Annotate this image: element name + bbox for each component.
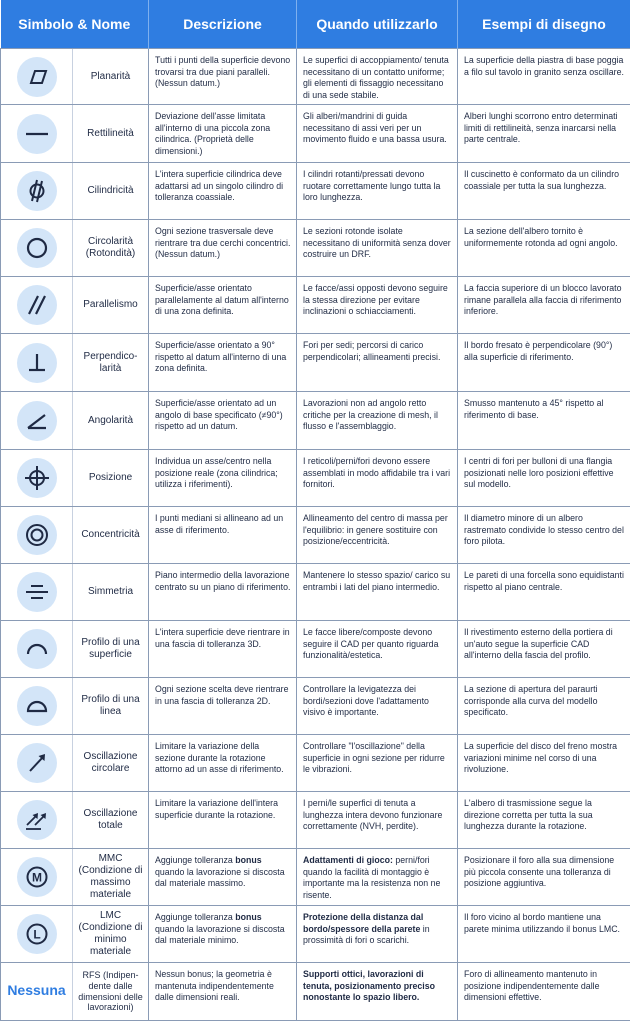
table-header-row bbox=[1, 0, 630, 49]
table-row bbox=[1, 678, 630, 735]
symbol-name: Profilo di una superficie bbox=[73, 621, 149, 678]
example-cell: Foro di allineamento mantenuto in posizione indipendentemente dalle dimensioni effettive. bbox=[458, 963, 630, 1021]
symbol-name: Cilindricità bbox=[73, 163, 149, 220]
description-cell: Nessun bonus; la geometria è mantenuta indipendentemente dalle dimensioni reali. bbox=[149, 963, 297, 1021]
concentricity-icon bbox=[17, 515, 57, 555]
symbol-cell bbox=[1, 334, 73, 392]
symmetry-icon bbox=[17, 572, 57, 612]
description-cell: Aggiunge tolleranza bonus quando la lavorazione si discosta dal materiale minimo. bbox=[149, 906, 297, 963]
usage-cell: I perni/le superfici di tenuta a lunghezza intera devono funzionare correttamente (NVH, perdite). bbox=[297, 792, 458, 849]
circular-runout-icon bbox=[17, 743, 57, 783]
usage-cell: Le facce/assi opposti devono seguire la stessa direzione per evitare inclinazioni o schiacciamenti. bbox=[297, 277, 458, 334]
usage-cell: Allineamento del centro di massa per l'equilibrio: in genere sostituire con posizione/eccentricità. bbox=[297, 507, 458, 564]
description-cell: Limitare la variazione dell'intera superficie durante la rotazione. bbox=[149, 792, 297, 849]
svg-text:L: L bbox=[32, 927, 41, 942]
description-cell: Superficie/asse orientato ad un angolo di base specificato (≠90°) rispetto ad un datum. bbox=[149, 392, 297, 450]
lmc-icon bbox=[17, 914, 57, 954]
symbol-name: Perpendico-larità bbox=[73, 334, 149, 392]
description-cell: Ogni sezione scelta deve rientrare in una fascia di tolleranza 2D. bbox=[149, 678, 297, 735]
description-cell: Deviazione dell'asse limitata all'interno di una piccola zona cilindrica. (Proprietà delle dimensioni.) bbox=[149, 105, 297, 163]
usage-cell: Mantenere lo stesso spazio/ carico su entrambi i lati del piano intermedio. bbox=[297, 564, 458, 621]
description-cell: Piano intermedio della lavorazione centrato su un piano di riferimento. bbox=[149, 564, 297, 621]
symbol-name: Simmetria bbox=[73, 564, 149, 621]
example-cell: Il foro vicino al bordo mantiene una parete minima utilizzando il bonus LMC. bbox=[458, 906, 630, 963]
example-cell: La superficie della piastra di base poggia a filo sul tavolo in granito senza oscillare. bbox=[458, 49, 630, 105]
symbol-name: Concentricità bbox=[73, 507, 149, 564]
profile-line-icon bbox=[17, 686, 57, 726]
symbol-name: Angolarità bbox=[73, 392, 149, 450]
symbol-name: Planarità bbox=[73, 49, 149, 105]
example-cell: La sezione dell'albero tornito è uniformemente rotonda ad ogni angolo. bbox=[458, 220, 630, 277]
symbol-cell bbox=[1, 450, 73, 507]
symbol-name: Rettilineità bbox=[73, 105, 149, 163]
table-row bbox=[1, 392, 630, 450]
usage-cell: I cilindri rotanti/pressati devono ruotare correttamente lungo tutta la loro lunghezza. bbox=[297, 163, 458, 220]
rfs-none-label: Nessuna bbox=[7, 981, 66, 998]
table-row bbox=[1, 163, 630, 220]
table-row bbox=[1, 906, 630, 963]
table-row bbox=[1, 220, 630, 277]
symbol-name: LMC (Condizione di minimo materiale bbox=[73, 906, 149, 963]
symbol-cell bbox=[1, 963, 73, 1021]
description-cell: Aggiunge tolleranza bonus quando la lavorazione si discosta dal materiale massimo. bbox=[149, 849, 297, 906]
symbol-cell bbox=[1, 849, 73, 906]
header-when-to-use: Quando utilizzarlo bbox=[297, 0, 458, 49]
table-row bbox=[1, 49, 630, 105]
usage-cell: Protezione della distanza dal bordo/spessore della parete in prossimità di fori o scarichi. bbox=[297, 906, 458, 963]
symbol-cell bbox=[1, 163, 73, 220]
example-cell: La faccia superiore di un blocco lavorato rimane parallela alla faccia di riferimento inferiore. bbox=[458, 277, 630, 334]
usage-cell: Controllare "l'oscillazione" della superficie in ogni sezione per ridurre le vibrazioni. bbox=[297, 735, 458, 792]
symbol-name: MMC (Condizione di massimo materiale bbox=[73, 849, 149, 906]
symbol-name: Oscillazione circolare bbox=[73, 735, 149, 792]
table-row bbox=[1, 277, 630, 334]
symbol-name: Posizione bbox=[73, 450, 149, 507]
table-row bbox=[1, 105, 630, 163]
table-row bbox=[1, 792, 630, 849]
example-cell: L'albero di trasmissione segue la direzione corretta per tutta la sua lunghezza durante la rotazione. bbox=[458, 792, 630, 849]
symbol-cell bbox=[1, 277, 73, 334]
example-cell: Alberi lunghi scorrono entro determinati limiti di rettilineità, senza inarcarsi nella parte centrale. bbox=[458, 105, 630, 163]
example-cell: Il bordo fresato è perpendicolare (90°) alla superficie di riferimento. bbox=[458, 334, 630, 392]
straightness-icon bbox=[17, 114, 57, 154]
usage-cell: Le sezioni rotonde isolate necessitano di uniformità senza dover costruire un DRF. bbox=[297, 220, 458, 277]
description-cell: Individua un asse/centro nella posizione reale (zona cilindrica; utilizza i riferimenti). bbox=[149, 450, 297, 507]
symbol-name: Circolarità (Rotondità) bbox=[73, 220, 149, 277]
description-cell: L'intera superficie deve rientrare in una fascia di tolleranza 3D. bbox=[149, 621, 297, 678]
table-row bbox=[1, 963, 630, 1021]
table-row bbox=[1, 334, 630, 392]
description-cell: Superficie/asse orientato parallelamente al datum all'interno di una zona definita. bbox=[149, 277, 297, 334]
perpendicularity-icon bbox=[17, 343, 57, 383]
description-cell: Ogni sezione trasversale deve rientrare tra due cerchi concentrici.(Nessun datum.) bbox=[149, 220, 297, 277]
usage-cell: Lavorazioni non ad angolo retto critiche per la creazione di mesh, il flusso e l'assemblaggio. bbox=[297, 392, 458, 450]
symbol-name: Oscillazione totale bbox=[73, 792, 149, 849]
mmc-icon bbox=[17, 857, 57, 897]
symbol-cell bbox=[1, 564, 73, 621]
flatness-icon bbox=[17, 57, 57, 97]
description-cell: L'intera superficie cilindrica deve adattarsi ad un singolo cilindro di tolleranza coassiale. bbox=[149, 163, 297, 220]
usage-cell: Supporti ottici, lavorazioni di tenuta, posizionamento preciso nonostante lo spazio libero. bbox=[297, 963, 458, 1021]
parallelism-icon bbox=[17, 285, 57, 325]
table-row bbox=[1, 621, 630, 678]
table-row bbox=[1, 564, 630, 621]
symbol-cell bbox=[1, 392, 73, 450]
usage-cell: I reticoli/perni/fori devono essere assemblati in modo affidabile tra i vari fornitori. bbox=[297, 450, 458, 507]
table-row bbox=[1, 735, 630, 792]
usage-cell: Fori per sedi; percorsi di carico perpendicolari; allineamenti precisi. bbox=[297, 334, 458, 392]
svg-text:M: M bbox=[31, 870, 42, 885]
table-row bbox=[1, 450, 630, 507]
usage-cell: Le superfici di accoppiamento/ tenuta necessitano di un contatto uniforme; gli elementi di fissaggio necessitano di una sede stabile. bbox=[297, 49, 458, 105]
usage-cell: Controllare la levigatezza dei bordi/sezioni dove l'adattamento visivo è importante. bbox=[297, 678, 458, 735]
header-symbol-name: Simbolo & Nome bbox=[1, 0, 149, 49]
symbol-cell bbox=[1, 105, 73, 163]
angularity-icon bbox=[17, 401, 57, 441]
example-cell: Smusso mantenuto a 45° rispetto al riferimento di base. bbox=[458, 392, 630, 450]
total-runout-icon bbox=[17, 800, 57, 840]
example-cell: Il diametro minore di un albero rastremato condivide lo stesso centro del foro pilota. bbox=[458, 507, 630, 564]
usage-cell: Adattamenti di gioco: perni/fori quando la facilità di montaggio è importante ma la resistenza non ne risente. bbox=[297, 849, 458, 906]
example-cell: La superficie del disco del freno mostra variazioni minime nel corso di una rivoluzione. bbox=[458, 735, 630, 792]
description-cell: Tutti i punti della superficie devono trovarsi tra due piani paralleli. (Nessun datum.) bbox=[149, 49, 297, 105]
table-row bbox=[1, 507, 630, 564]
profile-surface-icon bbox=[17, 629, 57, 669]
symbol-cell bbox=[1, 678, 73, 735]
symbol-name: RFS (Indipen-dente dalle dimensioni delle lavorazioni) bbox=[73, 963, 149, 1021]
cylindricity-icon bbox=[17, 171, 57, 211]
symbol-name: Profilo di una linea bbox=[73, 678, 149, 735]
symbol-cell bbox=[1, 735, 73, 792]
description-cell: I punti mediani si allineano ad un asse di riferimento. bbox=[149, 507, 297, 564]
position-icon bbox=[17, 458, 57, 498]
symbol-cell bbox=[1, 621, 73, 678]
symbol-cell bbox=[1, 906, 73, 963]
circularity-icon bbox=[17, 228, 57, 268]
header-drawing-examples: Esempi di disegno bbox=[458, 0, 630, 49]
example-cell: Il cuscinetto è conformato da un cilindro coassiale per tutta la sua lunghezza. bbox=[458, 163, 630, 220]
header-description: Descrizione bbox=[149, 0, 297, 49]
example-cell: I centri di fori per bulloni di una flangia posizionati nelle loro posizioni effettive sul modello. bbox=[458, 450, 630, 507]
symbol-name: Parallelismo bbox=[73, 277, 149, 334]
example-cell: Le pareti di una forcella sono equidistanti rispetto al piano centrale. bbox=[458, 564, 630, 621]
symbol-cell bbox=[1, 507, 73, 564]
example-cell: Il rivestimento esterno della portiera di un'auto segue la superficie CAD all'interno della fascia del profilo. bbox=[458, 621, 630, 678]
symbol-cell bbox=[1, 792, 73, 849]
example-cell: Posizionare il foro alla sua dimensione più piccola consente una tolleranza di posizione aggiuntiva. bbox=[458, 849, 630, 906]
example-cell: La sezione di apertura del paraurti corrisponde alla curva del modello specificato. bbox=[458, 678, 630, 735]
description-cell: Superficie/asse orientato a 90° rispetto al datum all'interno di una zona definita. bbox=[149, 334, 297, 392]
description-cell: Limitare la variazione della sezione durante la rotazione attorno ad un asse di riferimento. bbox=[149, 735, 297, 792]
symbol-cell bbox=[1, 220, 73, 277]
table-row bbox=[1, 849, 630, 906]
usage-cell: Gli alberi/mandrini di guida necessitano di assi veri per un movimento fluido e una bassa usura. bbox=[297, 105, 458, 163]
usage-cell: Le facce libere/composte devono seguire il CAD per quanto riguarda funzionalità/estetica. bbox=[297, 621, 458, 678]
symbol-cell bbox=[1, 49, 73, 105]
